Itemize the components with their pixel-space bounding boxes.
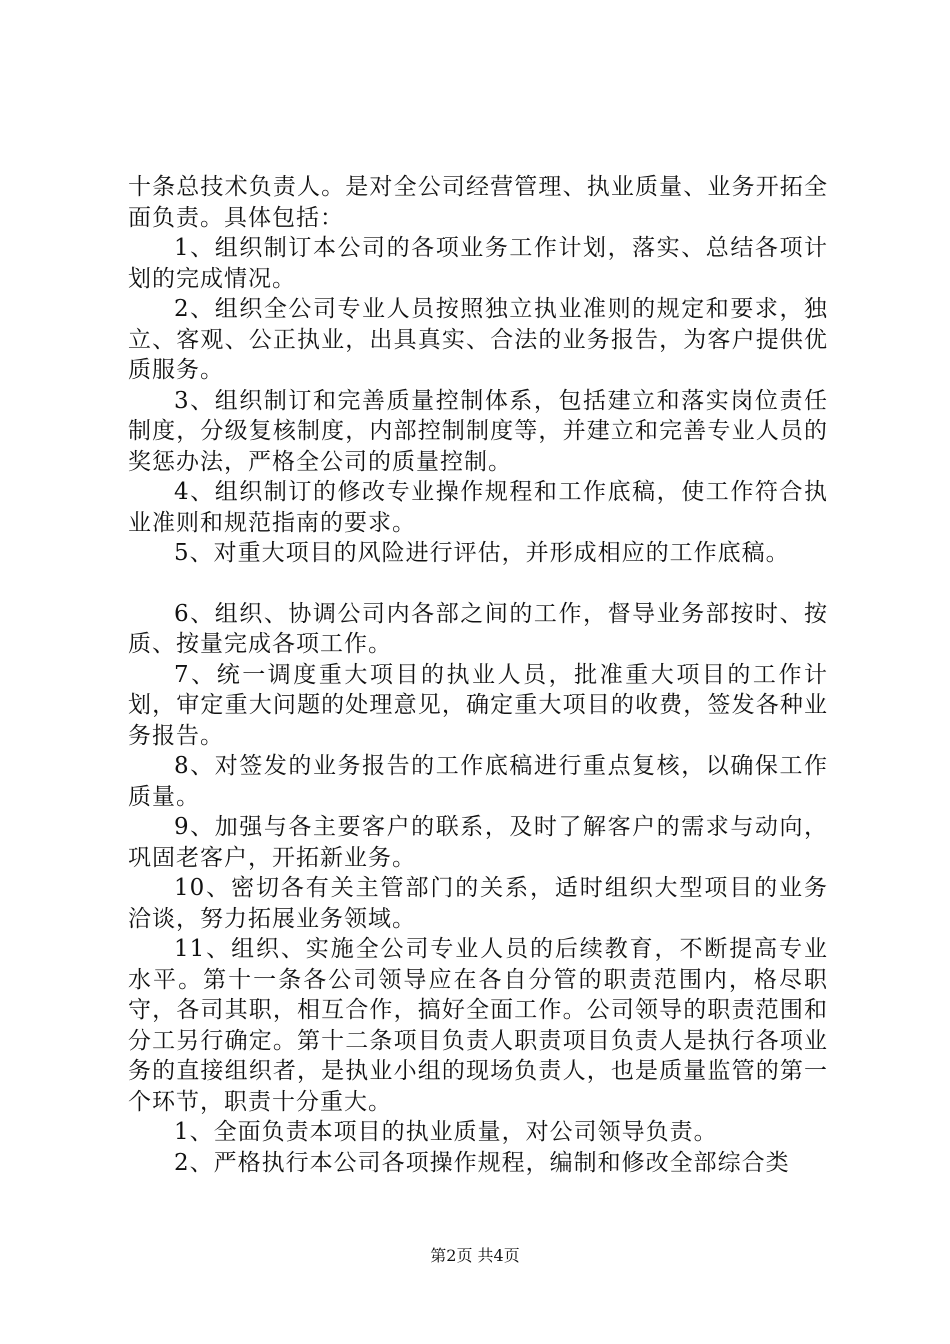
paragraph-project-item-1: 1、全面负责本项目的执业质量，对公司领导负责。 [174, 1119, 718, 1145]
paragraph-item-10: 10、密切各有关主管部门的关系，适时组织大型项目的业务洽谈，努力拓展业务领域。 [128, 875, 828, 932]
paragraph-item-6: 6、组织、协调公司内各部之间的工作，督导业务部按时、按质、按量完成各项工作。 [128, 600, 828, 657]
paragraph-intro: 十条总技术负责人。是对全公司经营管理、执业质量、业务开拓全面负责。具体包括： [128, 174, 828, 231]
page-footer [0, 1246, 950, 1266]
paragraph-item-8: 8、对签发的业务报告的工作底稿进行重点复核，以确保工作质量。 [128, 753, 828, 810]
paragraph-item-5: 5、对重大项目的风险进行评估，并形成相应的工作底稿。 [174, 540, 790, 566]
paragraph-item-2: 2、组织全公司专业人员按照独立执业准则的规定和要求，独立、客观、公正执业，出具真实、合法的业务报告，为客户提供优质服务。 [128, 296, 828, 383]
paragraph-item-3: 3、组织制订和完善质量控制体系，包括建立和落实岗位责任制度，分级复核制度，内部控制制度等，并建立和完善专业人员的奖惩办法，严格全公司的质量控制。 [128, 387, 828, 475]
paragraph-item-4: 4、组织制订的修改专业操作规程和工作底稿，使工作符合执业准则和规范指南的要求。 [128, 479, 828, 536]
document-body [128, 172, 828, 1178]
paragraph-item-7: 7、统一调度重大项目的执业人员，批准重大项目的工作计划，审定重大问题的处理意见，确定重大项目的收费，签发各种业务报告。 [128, 661, 828, 749]
paragraph-item-9: 9、加强与各主要客户的联系，及时了解客户的需求与动向，巩固老客户，开拓新业务。 [128, 814, 828, 871]
page-number-label: 第2页 共4页 [430, 1246, 520, 1265]
paragraph-item-11: 11、组织、实施全公司专业人员的后续教育，不断提高专业水平。第十一条各公司领导应在各自分管的职责范围内，格尽职守，各司其职，相互合作，搞好全面工作。公司领导的职责范围和分工另行确定。第十二条项目负责人职责项目负责人是执行各项业务的直接组织者，是执业小组的现场负责人，也是质量监管的第一个环节，职责十分重大。 [128, 936, 828, 1115]
paragraph-project-item-2: 2、严格执行本公司各项操作规程，编制和修改全部综合类 [174, 1149, 790, 1176]
paragraph-item-1: 1、组织制订本公司的各项业务工作计划，落实、总结各项计划的完成情况。 [128, 235, 828, 292]
